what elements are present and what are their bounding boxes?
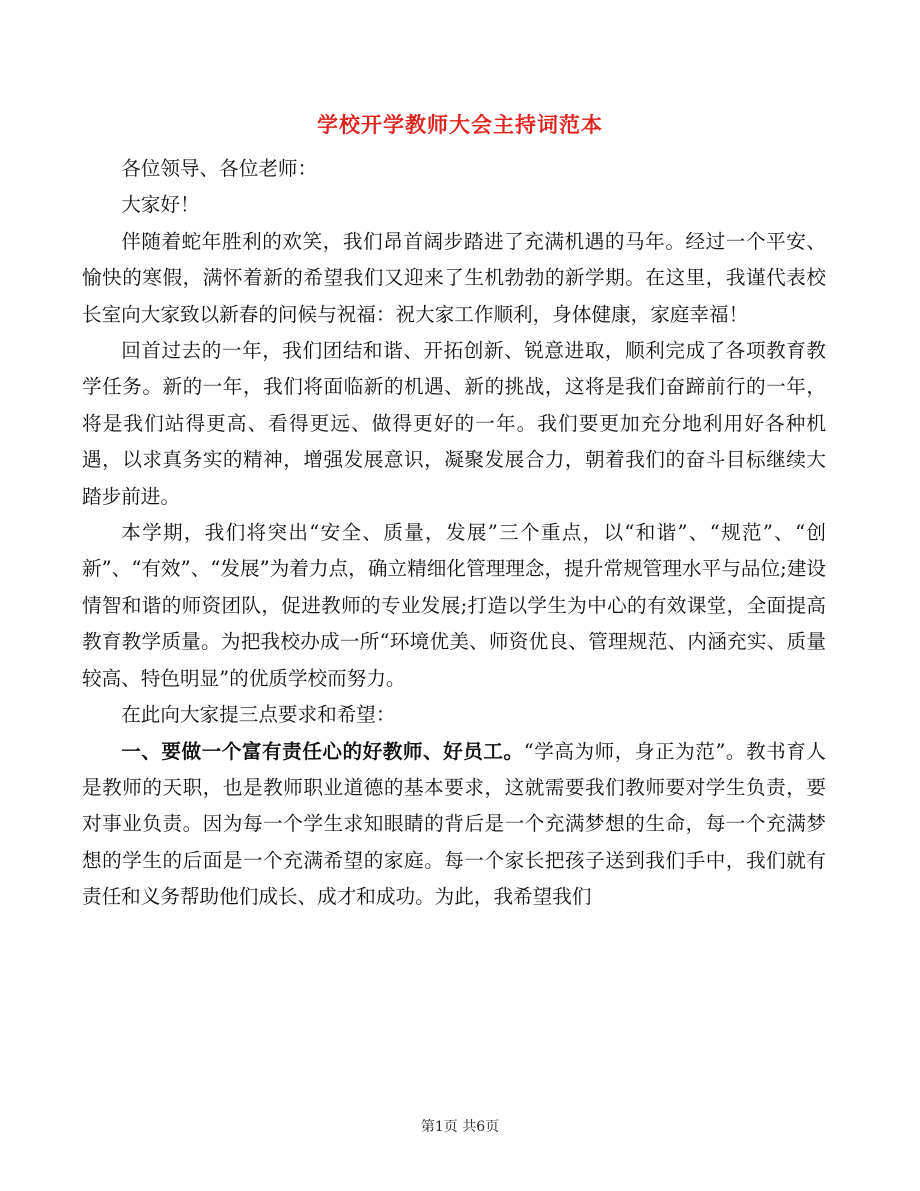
body-paragraph: 本学期，我们将突出“安全、质量，发展”三个重点，以“和谐”、“规范”、“创新”、“有效”、“发展”为着力点，确立精细化管理理念，提升常规管理水平与品位;建设情智和谐的师资团队，促进教师的专业发展;打造以学生为中心的有效课堂，全面提高教育教学质量。为把我校办成一所“环境优美、师资优良、管理规范、内涵充实、质量较高、特色明显”的优质学校而努力。	[82, 521, 826, 690]
requirement-paragraph	[82, 734, 826, 916]
document-body	[82, 151, 826, 916]
requirement-text: “学高为师，身正为范”。教书育人是教师的天职，也是教师职业道德的基本要求，这就需要我们教师要对学生负责，要对事业负责。因为每一个学生求知眼睛的背后是一个充满梦想的生命，每一个充满梦想的学生的后面是一个充满希望的家庭。每一个家长把孩子送到我们手中，我们就有责任和义务帮助他们成长、成才和成功。为此，我希望我们	[82, 739, 826, 909]
salutation-paragraph: 大家好！	[121, 193, 200, 217]
body-paragraph: 在此向大家提三点要求和希望：	[121, 703, 396, 727]
body-paragraph: 伴随着蛇年胜利的欢笑，我们昂首阔步踏进了充满机遇的马年。经过一个平安、愉快的寒假，满怀着新的希望我们又迎来了生机勃勃的新学期。在这里，我谨代表校长室向大家致以新春的问候与祝福：祝大家工作顺利，身体健康，家庭幸福！	[82, 229, 826, 326]
body-paragraph: 回首过去的一年，我们团结和谐、开拓创新、锐意进取，顺利完成了各项教育教学任务。新的一年，我们将面临新的机遇、新的挑战，这将是我们奋蹄前行的一年，将是我们站得更高、看得更远、做得更好的一年。我们要更加充分地利用好各种机遇，以求真务实的精神，增强发展意识，凝聚发展合力，朝着我们的奋斗目标继续大踏步前进。	[82, 339, 826, 508]
document-title: 学校开学教师大会主持词范本	[317, 112, 603, 137]
greeting-paragraph: 各位领导、各位老师：	[121, 157, 318, 180]
requirement-heading: 一、要做一个富有责任心的好教师、好员工。	[121, 739, 524, 763]
page-footer: 第1页 共6页	[420, 1119, 500, 1135]
